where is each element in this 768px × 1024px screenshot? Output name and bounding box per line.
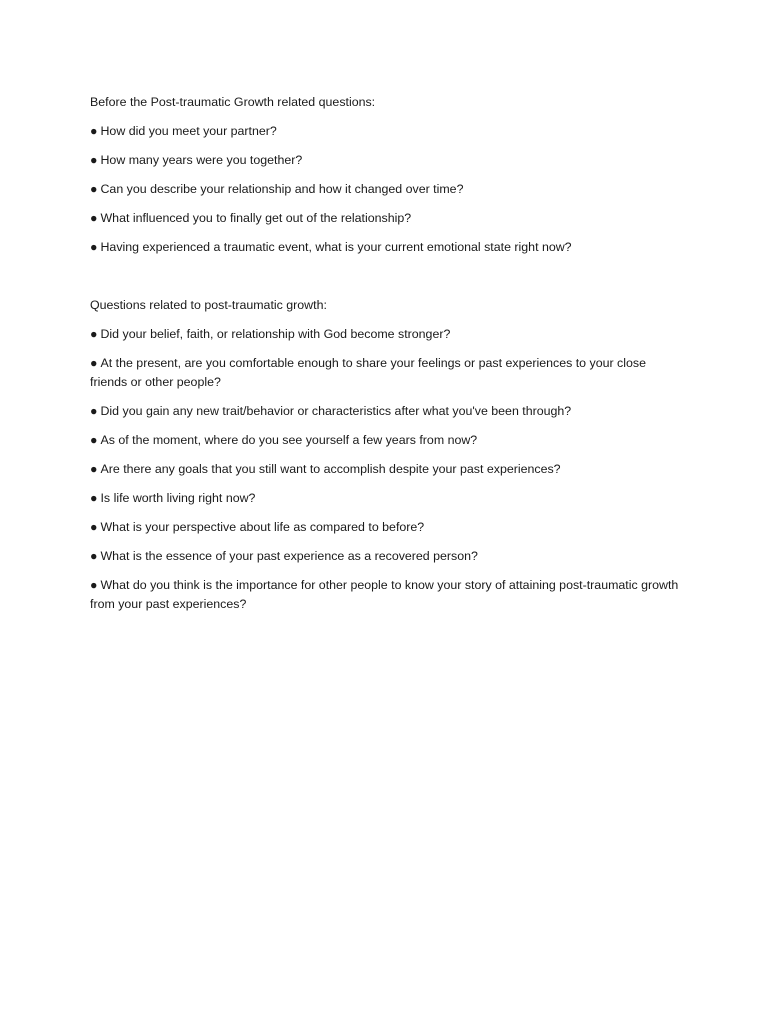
question-item — [90, 431, 680, 450]
bullet-icon: ● — [90, 327, 98, 341]
question-item — [90, 209, 680, 228]
question-text: Are there any goals that you still want to accomplish despite your past experiences? — [100, 462, 561, 476]
bullet-icon: ● — [90, 404, 98, 418]
question-item — [90, 576, 680, 614]
bullet-icon: ● — [90, 462, 98, 476]
question-text: How did you meet your partner? — [100, 124, 277, 138]
question-text: Can you describe your relationship and how it changed over time? — [100, 182, 464, 196]
bullet-icon: ● — [90, 549, 98, 563]
bullet-icon: ● — [90, 356, 98, 370]
bullet-icon: ● — [90, 124, 98, 138]
bullet-icon: ● — [90, 491, 98, 505]
question-item — [90, 325, 680, 344]
question-text: What is the essence of your past experience as a recovered person? — [100, 549, 478, 563]
question-item — [90, 547, 680, 566]
bullet-icon: ● — [90, 153, 98, 167]
question-item — [90, 354, 680, 392]
question-text: What do you think is the importance for other people to know your story of attaining post-traumatic growth from your past experiences? — [90, 578, 679, 611]
bullet-icon: ● — [90, 433, 98, 447]
question-text: What is your perspective about life as compared to before? — [100, 520, 425, 534]
bullet-icon: ● — [90, 520, 98, 534]
document-body — [90, 93, 680, 624]
question-text: Having experienced a traumatic event, what is your current emotional state right now? — [100, 240, 572, 254]
question-item — [90, 238, 680, 257]
bullet-icon: ● — [90, 211, 98, 225]
question-text: Did you gain any new trait/behavior or characteristics after what you've been through? — [100, 404, 572, 418]
question-item — [90, 518, 680, 537]
question-text: Is life worth living right now? — [100, 491, 256, 505]
bullet-icon: ● — [90, 578, 98, 592]
question-item — [90, 489, 680, 508]
section-heading: Before the Post-traumatic Growth related questions: — [90, 95, 376, 109]
bullet-icon: ● — [90, 182, 98, 196]
question-item — [90, 180, 680, 199]
question-text: Did your belief, faith, or relationship with God become stronger? — [100, 327, 451, 341]
question-text: What influenced you to finally get out of the relationship? — [100, 211, 412, 225]
question-text: At the present, are you comfortable enough to share your feelings or past experiences to your close friends or other people? — [90, 356, 646, 389]
bullet-icon: ● — [90, 240, 98, 254]
question-item — [90, 460, 680, 479]
question-item — [90, 122, 680, 141]
question-item — [90, 151, 680, 170]
question-text: As of the moment, where do you see yourself a few years from now? — [100, 433, 478, 447]
section-heading: Questions related to post-traumatic growth: — [90, 298, 327, 312]
question-item — [90, 402, 680, 421]
question-text: How many years were you together? — [100, 153, 303, 167]
section-spacer — [90, 267, 680, 296]
